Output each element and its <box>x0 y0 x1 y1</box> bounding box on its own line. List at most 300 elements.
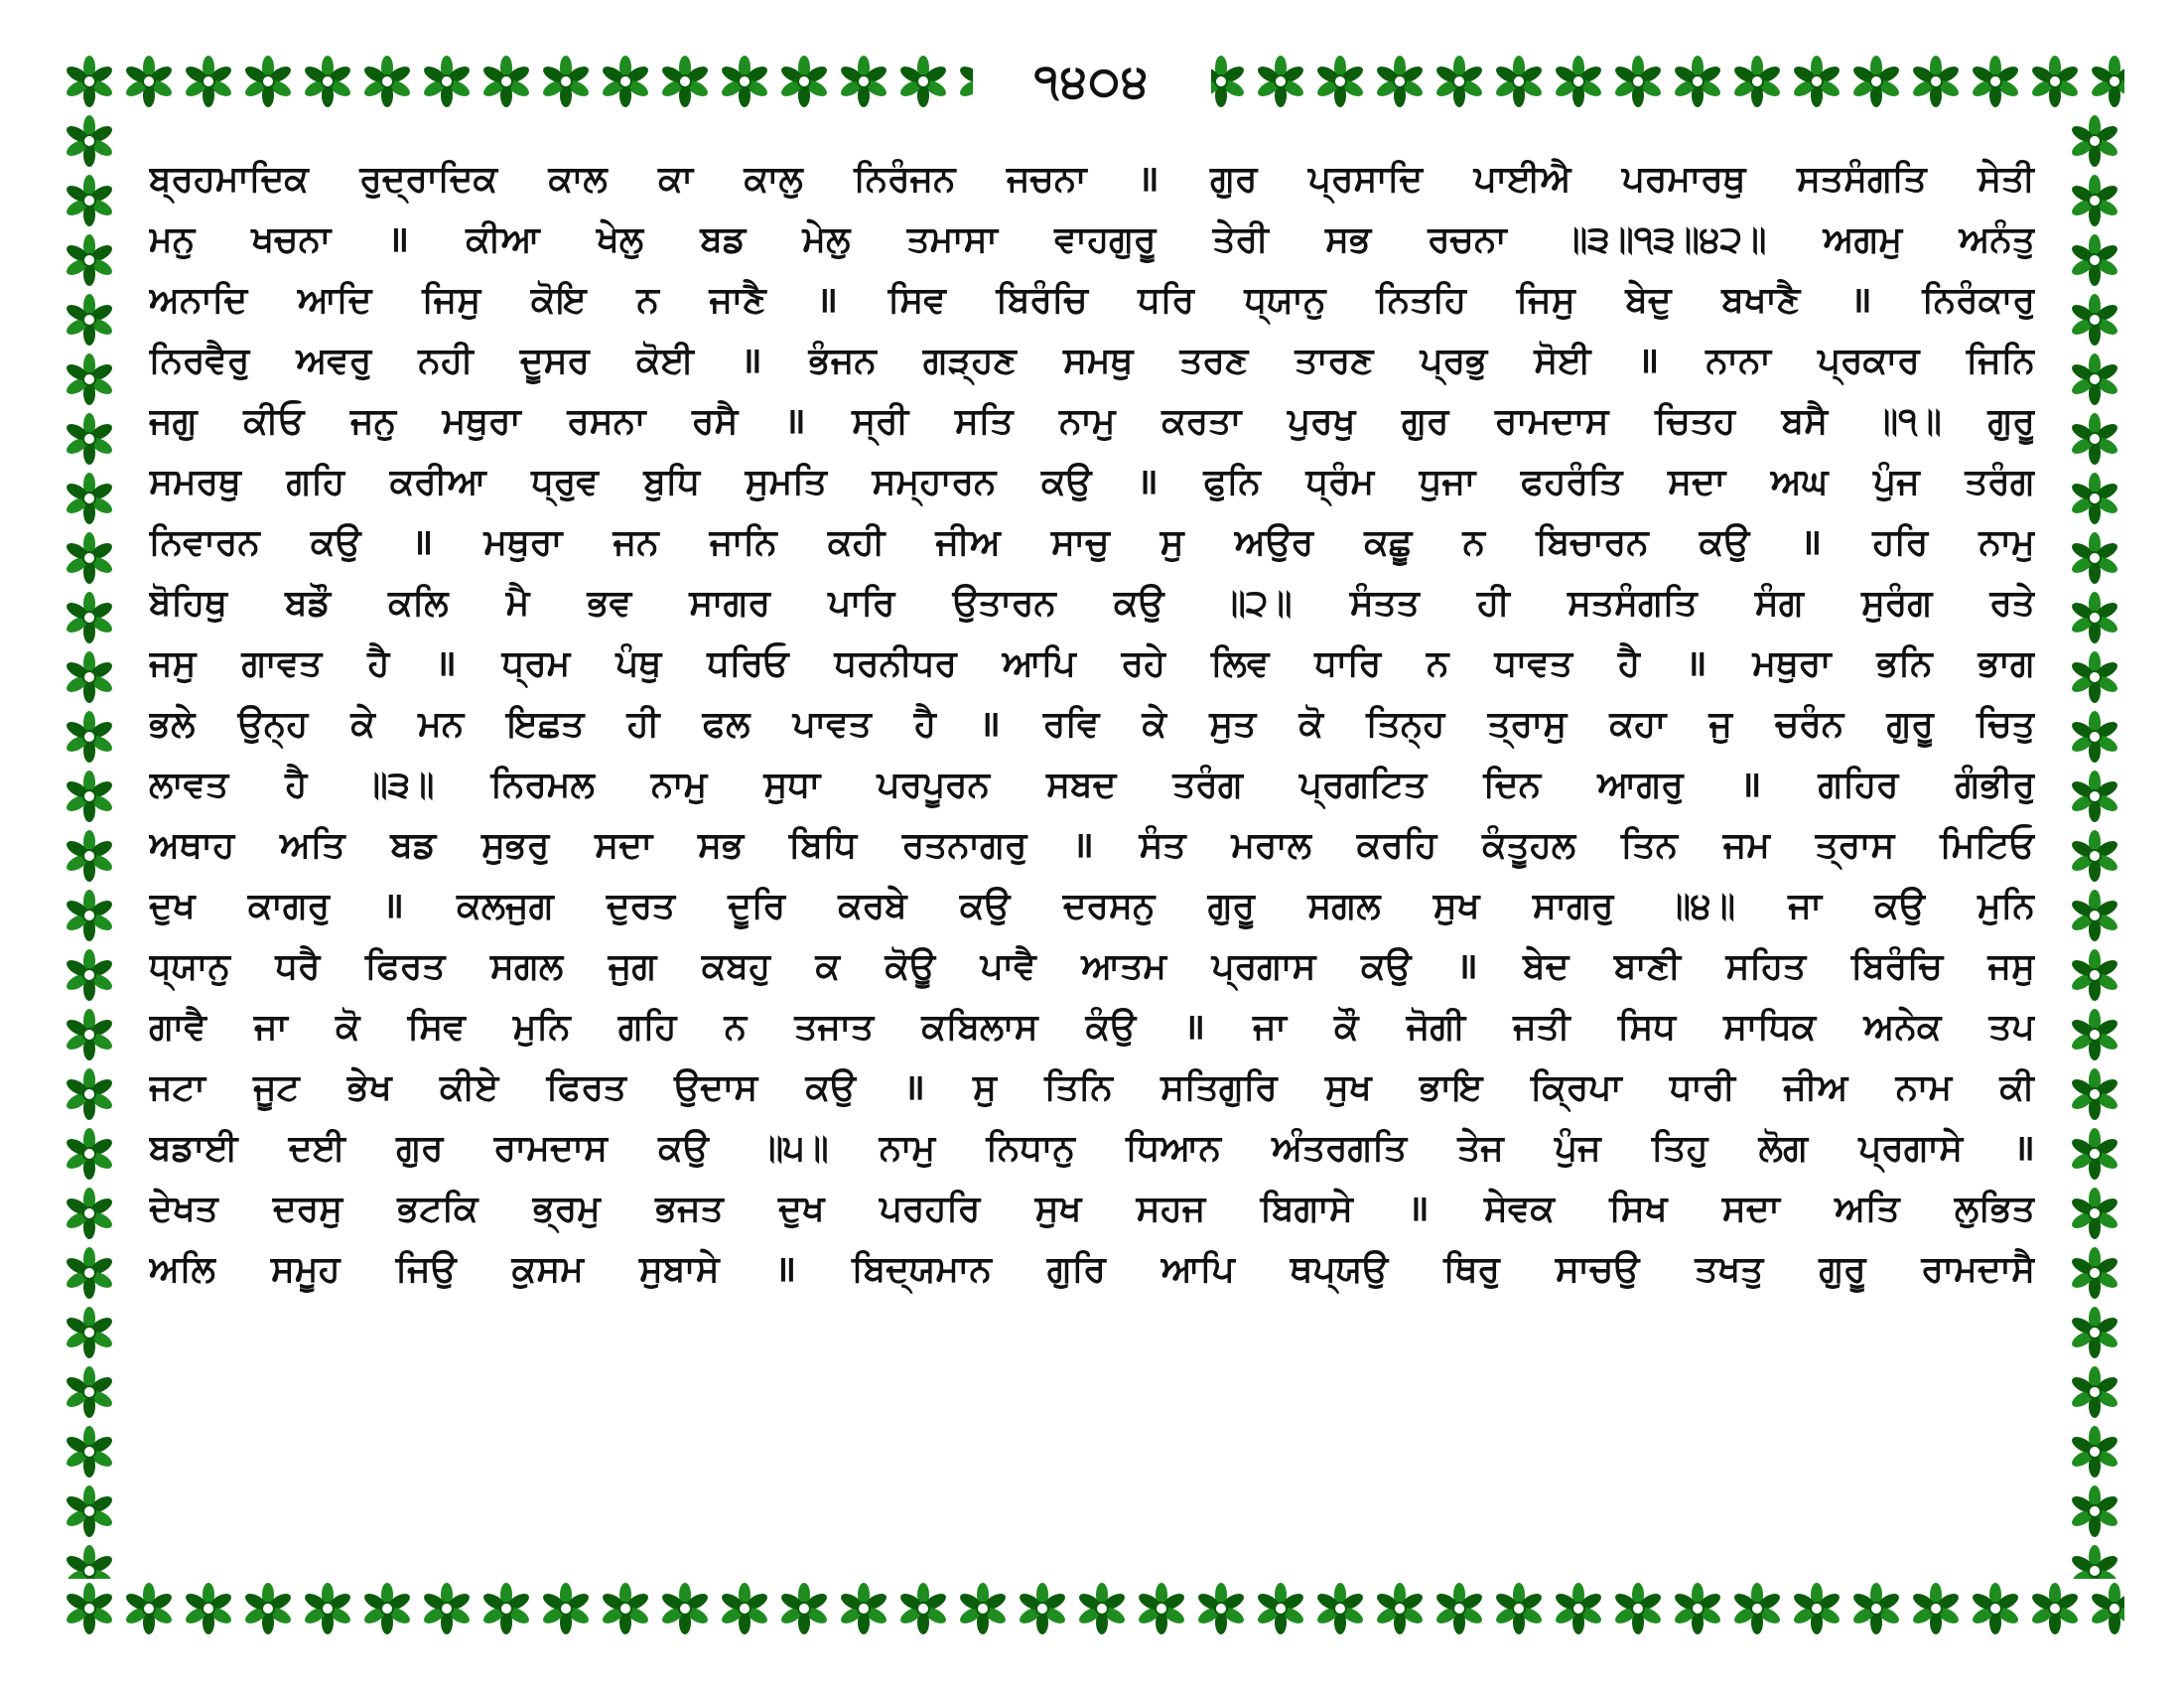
word: ਨਾਨਾ <box>1706 341 1771 381</box>
word: ਸਮੂਹ <box>270 1249 341 1290</box>
word: ਭਟਕਿ <box>397 1189 478 1229</box>
word: ਸਿਖ <box>1609 1189 1668 1229</box>
flower-ornament-icon <box>2068 531 2121 585</box>
word: ॥੫॥ <box>758 1128 829 1169</box>
flower-ornament-icon <box>1194 1582 1248 1635</box>
flower-row-bottom <box>60 1579 2124 1638</box>
flower-ornament-icon <box>1492 1582 1546 1635</box>
word: ਦਰਸੁ <box>272 1189 343 1229</box>
word: ਕੀਆ <box>466 219 540 260</box>
word: ਨਿਵਾਰਨ <box>149 522 260 563</box>
word: ਕੁਸਮ <box>511 1249 584 1290</box>
word: ॥੪॥ <box>1666 886 1735 926</box>
text-line <box>149 270 2035 331</box>
flower-ornament-icon <box>2068 829 2121 883</box>
word: ॥੩॥ <box>363 765 435 805</box>
word: ਕੋਈ <box>635 341 694 381</box>
word: ਧਰੈ <box>275 946 321 987</box>
word: ਅਤਿ <box>1835 1189 1900 1229</box>
flower-ornament-icon <box>63 293 116 347</box>
flower-ornament-icon <box>2068 1484 2121 1538</box>
word: ਕ <box>815 946 841 987</box>
word: ਬਾਣੀ <box>1613 946 1681 987</box>
word: ਤਿਨ <box>1620 825 1679 866</box>
word: ਅਤਿ <box>279 825 345 866</box>
flower-ornament-icon <box>63 412 116 466</box>
flower-ornament-icon <box>1433 1582 1486 1635</box>
word: ਪ੍ਰਗਾਸ <box>1211 946 1316 987</box>
text-line <box>149 1239 2035 1300</box>
word: ਕਰੀਆ <box>389 462 486 502</box>
word: ਅਉਰ <box>1234 522 1314 563</box>
flower-ornament-icon <box>896 55 950 108</box>
flower-ornament-icon <box>479 55 533 108</box>
word: ਰਸੈ <box>692 401 739 442</box>
word: ਤ੍ਰਾਸ <box>1815 825 1895 866</box>
word: ॥ <box>1408 1189 1430 1229</box>
word: ਦਰਸਨੁ <box>1062 886 1156 926</box>
word: ਕਉ <box>1699 522 1750 563</box>
word: ਕਰਬੇ <box>838 886 907 926</box>
word: ਆਤਮ <box>1081 946 1167 987</box>
word: ਕੋਇ <box>530 280 587 321</box>
word: ਗਾਵੈ <box>149 1007 206 1048</box>
word: ਸੁ <box>1160 522 1184 563</box>
word: ਨਾਮੁ <box>1979 522 2035 563</box>
flower-ornament-icon <box>182 55 235 108</box>
word: ॥ <box>435 643 457 684</box>
word: ਦਿਨ <box>1483 765 1542 805</box>
flower-ornament-icon <box>2068 1008 2121 1061</box>
word: ॥ <box>816 280 838 321</box>
word: ਧਾਰਿ <box>1314 643 1382 684</box>
word: ਕਾਲ <box>548 159 608 200</box>
text-line <box>149 331 2035 391</box>
word: ਲੁਭਿਤ <box>1954 1189 2035 1229</box>
flower-ornament-icon <box>1849 1582 1903 1635</box>
word: ਜਾਨਿ <box>709 522 777 563</box>
word: ਸ੍ਰੀ <box>852 401 909 442</box>
word: ਅਲਿ <box>149 1249 215 1290</box>
word: ਜਾ <box>254 1007 288 1048</box>
flower-ornament-icon <box>63 1306 116 1359</box>
word: ਸਿਵ <box>407 1007 466 1048</box>
word: ਕੀਏ <box>439 1067 499 1108</box>
word: ਧਿਆਨ <box>1126 1128 1221 1169</box>
text-line <box>149 936 2035 997</box>
scripture-text <box>149 149 2035 1559</box>
word: ਅਥਾਹ <box>149 825 235 866</box>
word: ਖਚਨਾ <box>251 219 332 260</box>
word: ਸੋਈ <box>1534 341 1591 381</box>
word: ਤਿਨ੍ਹ <box>1366 704 1445 745</box>
flower-ornament-icon <box>1909 55 1963 108</box>
flower-ornament-icon <box>2028 1582 2082 1635</box>
border-right <box>2065 111 2124 1579</box>
page-number: ੧੪੦੪ <box>1033 54 1151 107</box>
text-line <box>149 633 2035 694</box>
word: ਫਿਰਤ <box>546 1067 626 1108</box>
flower-ornament-icon <box>63 233 116 287</box>
word: ਪੁਰਖੁ <box>1288 401 1356 442</box>
word: ਨ <box>1462 522 1486 563</box>
word: ਜਿਸੁ <box>422 280 481 321</box>
word: ਉਤਾਰਨ <box>952 583 1056 624</box>
word: ਮੈ <box>505 583 530 624</box>
word: ਸਿਵ <box>887 280 946 321</box>
word: ਬਿਰੰਚਿ <box>996 280 1088 321</box>
word: ਪ੍ਰਗਟਿਤ <box>1298 765 1428 805</box>
flower-ornament-icon <box>1254 1582 1307 1635</box>
word: ਸਦਾ <box>1668 462 1726 502</box>
flower-ornament-icon <box>2068 174 2121 227</box>
word: ਗਾਵਤ <box>241 643 323 684</box>
word: ਬ੍ਰਹਮਾਦਿਕ <box>149 159 309 200</box>
word: ਦੂਰਿ <box>728 886 786 926</box>
word: ਧਰਿ <box>1138 280 1194 321</box>
flower-ornament-icon <box>1730 1582 1784 1635</box>
word: ਉਨ੍ਹ <box>237 704 309 745</box>
flower-ornament-icon <box>63 1127 116 1181</box>
word: ਸਦਾ <box>1721 1189 1780 1229</box>
word: ਭੰਜਨ <box>808 341 877 381</box>
word: ਜਾ <box>1788 886 1823 926</box>
word: ਸੰਤਤ <box>1349 583 1420 624</box>
word: ਪੁੰਜ <box>1873 462 1920 502</box>
word: ਦੇਖਤ <box>149 1189 218 1229</box>
word: ਮਥੁਰਾ <box>1752 643 1832 684</box>
word: ਭੇਖ <box>346 1067 392 1108</box>
word: ਉਦਾਸ <box>674 1067 758 1108</box>
word: ਗੁਰੂ <box>1819 1249 1866 1290</box>
word: ਕੇ <box>1142 704 1167 745</box>
word: ॥ <box>1637 341 1660 381</box>
word: ਸੁਖ <box>1433 886 1480 926</box>
word: ਆਪਿ <box>1002 643 1076 684</box>
text-line <box>149 1057 2035 1118</box>
word: ਪਰਮਾਰਥੁ <box>1621 159 1746 200</box>
word: ਕੋਊ <box>885 946 936 987</box>
flower-ornament-icon <box>63 650 116 704</box>
word: ਸਾਚੁ <box>1050 522 1110 563</box>
word: ਪਾਵਤ <box>792 704 872 745</box>
word: ਲਾਵਤ <box>149 765 229 805</box>
word: ਗੁਰਿ <box>1046 1249 1106 1290</box>
word: ॥ <box>1739 765 1762 805</box>
flower-ornament-icon <box>539 55 593 108</box>
word: ਗਹਿ <box>286 462 345 502</box>
word: ਜਸੁ <box>149 643 197 684</box>
word: ਸੁ <box>973 1067 997 1108</box>
word: ਜੂਟ <box>253 1067 300 1108</box>
word: ਸਾਗਰੁ <box>1532 886 1614 926</box>
word: ਪਾਈਐ <box>1473 159 1571 200</box>
word: ਪ੍ਰਸਾਦਿ <box>1307 159 1424 200</box>
flower-ornament-icon <box>301 1582 354 1635</box>
word: ਤਿਨਿ <box>1044 1067 1113 1108</box>
word: ਦਈ <box>288 1128 345 1169</box>
flower-ornament-icon <box>1969 1582 2022 1635</box>
word: ॥ <box>2013 1128 2035 1169</box>
word: ਸੁਮਤਿ <box>745 462 827 502</box>
word: ਦੁਰਤ <box>606 886 676 926</box>
word: ਅਗਮੁ <box>1823 219 1903 260</box>
word: ਸਮਥੁ <box>1062 341 1134 381</box>
flower-ornament-icon <box>658 55 712 108</box>
word: ਜਟਾ <box>149 1067 205 1108</box>
word: ਅਨਾਦਿ <box>149 280 248 321</box>
flower-ornament-icon <box>956 1582 1010 1635</box>
flower-ornament-icon <box>2068 412 2121 466</box>
flower-ornament-icon <box>63 1484 116 1538</box>
word: ॥ <box>979 704 1001 745</box>
text-line <box>149 1118 2035 1179</box>
word: ਸੁਖ <box>1324 1067 1372 1108</box>
word: ਧ੍ਯਾਨੁ <box>1244 280 1326 321</box>
word: ਜਨ <box>613 522 659 563</box>
word: ਰਾਮਦਾਸ <box>1495 401 1609 442</box>
flower-ornament-icon <box>63 531 116 585</box>
flower-ornament-icon <box>2068 1067 2121 1121</box>
word: ਭਵ <box>587 583 632 624</box>
word: ਤਰੰਗ <box>1172 765 1243 805</box>
word: ਨ <box>636 280 659 321</box>
word: ਪ੍ਰਭੁ <box>1420 341 1488 381</box>
word: ਕਉ <box>1113 583 1164 624</box>
flower-ornament-icon <box>1552 1582 1605 1635</box>
word: ਸੁਭਰੁ <box>480 825 550 866</box>
word: ਬਡ <box>700 219 747 260</box>
word: ਪੁੰਜ <box>1554 1128 1601 1169</box>
text-line <box>149 815 2035 876</box>
word: ॥ <box>1685 643 1707 684</box>
flower-ornament-icon <box>2068 1365 2121 1419</box>
flower-ornament-icon <box>63 174 116 227</box>
word: ਦੁਖ <box>777 1189 825 1229</box>
word: ਮਨ <box>418 704 465 745</box>
word: ਮਨੁ <box>149 219 196 260</box>
flower-ornament-icon <box>63 1187 116 1240</box>
flower-ornament-icon <box>63 1067 116 1121</box>
word: ॥ <box>382 886 404 926</box>
word: ਬਡਾਈ <box>149 1128 238 1169</box>
word: ਹੀ <box>626 704 660 745</box>
word: ਅਘ <box>1770 462 1829 502</box>
flower-ornament-icon <box>63 948 116 1002</box>
word: ਮੇਲੁ <box>802 219 851 260</box>
word: ਗੰਭੀਰੁ <box>1955 765 2035 805</box>
word: ਕੋ <box>335 1007 360 1048</box>
flower-ornament-icon <box>2068 770 2121 823</box>
border-bottom <box>60 1579 2124 1638</box>
word: ਮਥੁਰਾ <box>442 401 521 442</box>
flower-ornament-icon <box>2068 472 2121 525</box>
flower-ornament-icon <box>360 55 414 108</box>
word: ਬੁਧਿ <box>643 462 701 502</box>
word: ਬਿਧਿ <box>788 825 858 866</box>
word: ਪ੍ਰਗਾਸੇ <box>1858 1128 1964 1169</box>
flower-ornament-icon <box>2068 1544 2121 1579</box>
word: ਮਰਾਲ <box>1231 825 1311 866</box>
flower-ornament-icon <box>1909 1582 1963 1635</box>
flower-ornament-icon <box>2068 1127 2121 1181</box>
flower-ornament-icon <box>63 352 116 406</box>
word: ਜਨੁ <box>349 401 396 442</box>
word: ਅਨੰਤੁ <box>1959 219 2035 260</box>
word: ॥ <box>387 219 410 260</box>
word: ਧ੍ਯਾਨੁ <box>149 946 230 987</box>
word: ਜੋਗੀ <box>1406 1007 1466 1048</box>
flower-ornament-icon <box>1373 1582 1427 1635</box>
word: ਸੁਰੰਗ <box>1860 583 1933 624</box>
text-line <box>149 997 2035 1057</box>
word: ਮਿਟਿਓ <box>1940 825 2035 866</box>
flower-ornament-icon <box>63 1246 116 1300</box>
word: ਦੂਸਰ <box>519 341 590 381</box>
flower-row-left <box>60 111 119 1579</box>
flower-ornament-icon <box>1552 55 1605 108</box>
word: ਭ੍ਰਮੁ <box>532 1189 601 1229</box>
word: ਹੈ <box>913 704 937 745</box>
word: ਪ੍ਰਕਾਰ <box>1817 341 1920 381</box>
word: ਰਤੇ <box>1989 583 2035 624</box>
flower-ornament-icon <box>896 1582 950 1635</box>
flower-ornament-icon <box>63 1425 116 1478</box>
flower-ornament-icon <box>837 1582 890 1635</box>
word: ਸਬਦ <box>1046 765 1117 805</box>
word: ਸੇਵਕ <box>1483 1189 1555 1229</box>
word: ਚਿਤੁ <box>1976 704 2035 745</box>
word: ਗੁਰ <box>1210 159 1258 200</box>
word: ਨਿਰਮਲ <box>490 765 595 805</box>
flower-ornament-icon <box>241 1582 295 1635</box>
word: ਧਰਨੀਧਰ <box>834 643 957 684</box>
flower-ornament-icon <box>63 55 116 108</box>
flower-ornament-icon <box>420 55 474 108</box>
flower-ornament-icon <box>777 1582 831 1635</box>
flower-ornament-icon <box>2068 710 2121 764</box>
word: ਜਤੀ <box>1513 1007 1570 1048</box>
word: ਕ੍ਰਿਪਾ <box>1530 1067 1622 1108</box>
word: ਪਾਵੈ <box>980 946 1036 987</box>
word: ਗੁਰੂ <box>1987 401 2035 442</box>
word: ਨਾਮੁ <box>879 1128 936 1169</box>
word: ਬਿਚਾਰਨ <box>1536 522 1649 563</box>
word: ਸਾਧਿਕ <box>1723 1007 1817 1048</box>
word: ਬੇਦੁ <box>1625 280 1672 321</box>
word: ਕੰਉ <box>1085 1007 1137 1048</box>
word: ਸਗਲ <box>489 946 564 987</box>
word: ॥ <box>1137 462 1159 502</box>
word: ਮੁਨਿ <box>512 1007 571 1048</box>
word: ਕਛੂ <box>1364 522 1413 563</box>
word: ਸਤਸੰਗਤਿ <box>1796 159 1927 200</box>
word: ਰਾਮਦਾਸ <box>493 1128 609 1169</box>
word: ਅੰਤਰਗਤਿ <box>1272 1128 1408 1169</box>
word: ਨਿਰਵੈਰੁ <box>149 341 250 381</box>
word: ਕਰਤਾ <box>1161 401 1242 442</box>
word: ਬਿਰੰਚਿ <box>1850 946 1943 987</box>
word: ॥ <box>411 522 434 563</box>
word: ਬਖਾਣੈ <box>1721 280 1801 321</box>
flower-ornament-icon <box>1433 55 1486 108</box>
word: ਜੁਗ <box>608 946 657 987</box>
word: ॥੨॥ <box>1221 583 1293 624</box>
word: ਫਲ <box>702 704 751 745</box>
word: ਸਦਾ <box>595 825 653 866</box>
text-line <box>149 452 2035 512</box>
word: ਜਿਸੁ <box>1516 280 1575 321</box>
word: ਤਾਰਣ <box>1295 341 1374 381</box>
flower-ornament-icon <box>718 55 771 108</box>
word: ਚਿਤਹ <box>1655 401 1736 442</box>
word: ॥ <box>1138 159 1160 200</box>
word: ਰਹੇ <box>1121 643 1166 684</box>
word: ਸਭ <box>697 825 745 866</box>
flower-ornament-icon <box>63 591 116 644</box>
flower-ornament-icon <box>2068 114 2121 168</box>
flower-ornament-icon <box>2068 1425 2121 1478</box>
flower-ornament-icon <box>718 1582 771 1635</box>
word: ਸੁਤ <box>1209 704 1257 745</box>
word: ਜੁ <box>1708 704 1732 745</box>
word: ਕਹਾ <box>1609 704 1667 745</box>
word: ਧਾਰੀ <box>1669 1067 1736 1108</box>
word: ਰਤਨਾਗਰੁ <box>901 825 1027 866</box>
flower-ornament-icon <box>63 472 116 525</box>
text-line <box>149 755 2035 815</box>
border-left <box>60 111 119 1579</box>
word: ਨ <box>1427 643 1449 684</box>
word: ਨਾਮ <box>1895 1067 1953 1108</box>
word: ॥੩॥੧੩॥੪੨॥ <box>1563 219 1767 260</box>
word: ਤਿਹੁ <box>1651 1128 1708 1169</box>
word: ਸੇਤੀ <box>1978 159 2035 200</box>
flower-ornament-icon <box>1671 55 1724 108</box>
word: ਗੁਰੂ <box>1886 704 1934 745</box>
word: ਬਿਗਾਸੇ <box>1260 1189 1353 1229</box>
flower-ornament-icon <box>2068 233 2121 287</box>
word: ਫਿਰਤ <box>364 946 446 987</box>
word: ਜਚਨਾ <box>1006 159 1087 200</box>
word: ਕਾਗਰੁ <box>247 886 331 926</box>
flower-ornament-icon <box>2088 1582 2124 1635</box>
flower-ornament-icon <box>122 55 176 108</box>
word: ਰਚਨਾ <box>1428 219 1507 260</box>
word: ਸਾਗਰ <box>689 583 770 624</box>
word: ਜੀਅ <box>1783 1067 1848 1108</box>
flower-ornament-icon <box>1492 55 1546 108</box>
word: ਆਦਿ <box>297 280 372 321</box>
word: ਸੰਤ <box>1139 825 1186 866</box>
text-line <box>149 210 2035 270</box>
flower-ornament-icon <box>63 1582 116 1635</box>
word: ਮਥੁਰਾ <box>483 522 563 563</box>
word: ਲਿਵ <box>1210 643 1270 684</box>
text-line <box>149 391 2035 452</box>
word: ਪੰਥੁ <box>615 643 662 684</box>
word: ਜਮ <box>1722 825 1770 866</box>
flower-ornament-icon <box>2068 1306 2121 1359</box>
flower-ornament-icon <box>1849 55 1903 108</box>
word: ਬੇਦ <box>1523 946 1570 987</box>
word: ॥ <box>1072 825 1094 866</box>
flower-ornament-icon <box>122 1582 176 1635</box>
word: ॥ <box>1456 946 1478 987</box>
word: ਬੋਹਿਥੁ <box>149 583 227 624</box>
word: ਤਰਣ <box>1179 341 1249 381</box>
word: ਜਿਨਿ <box>1966 341 2035 381</box>
